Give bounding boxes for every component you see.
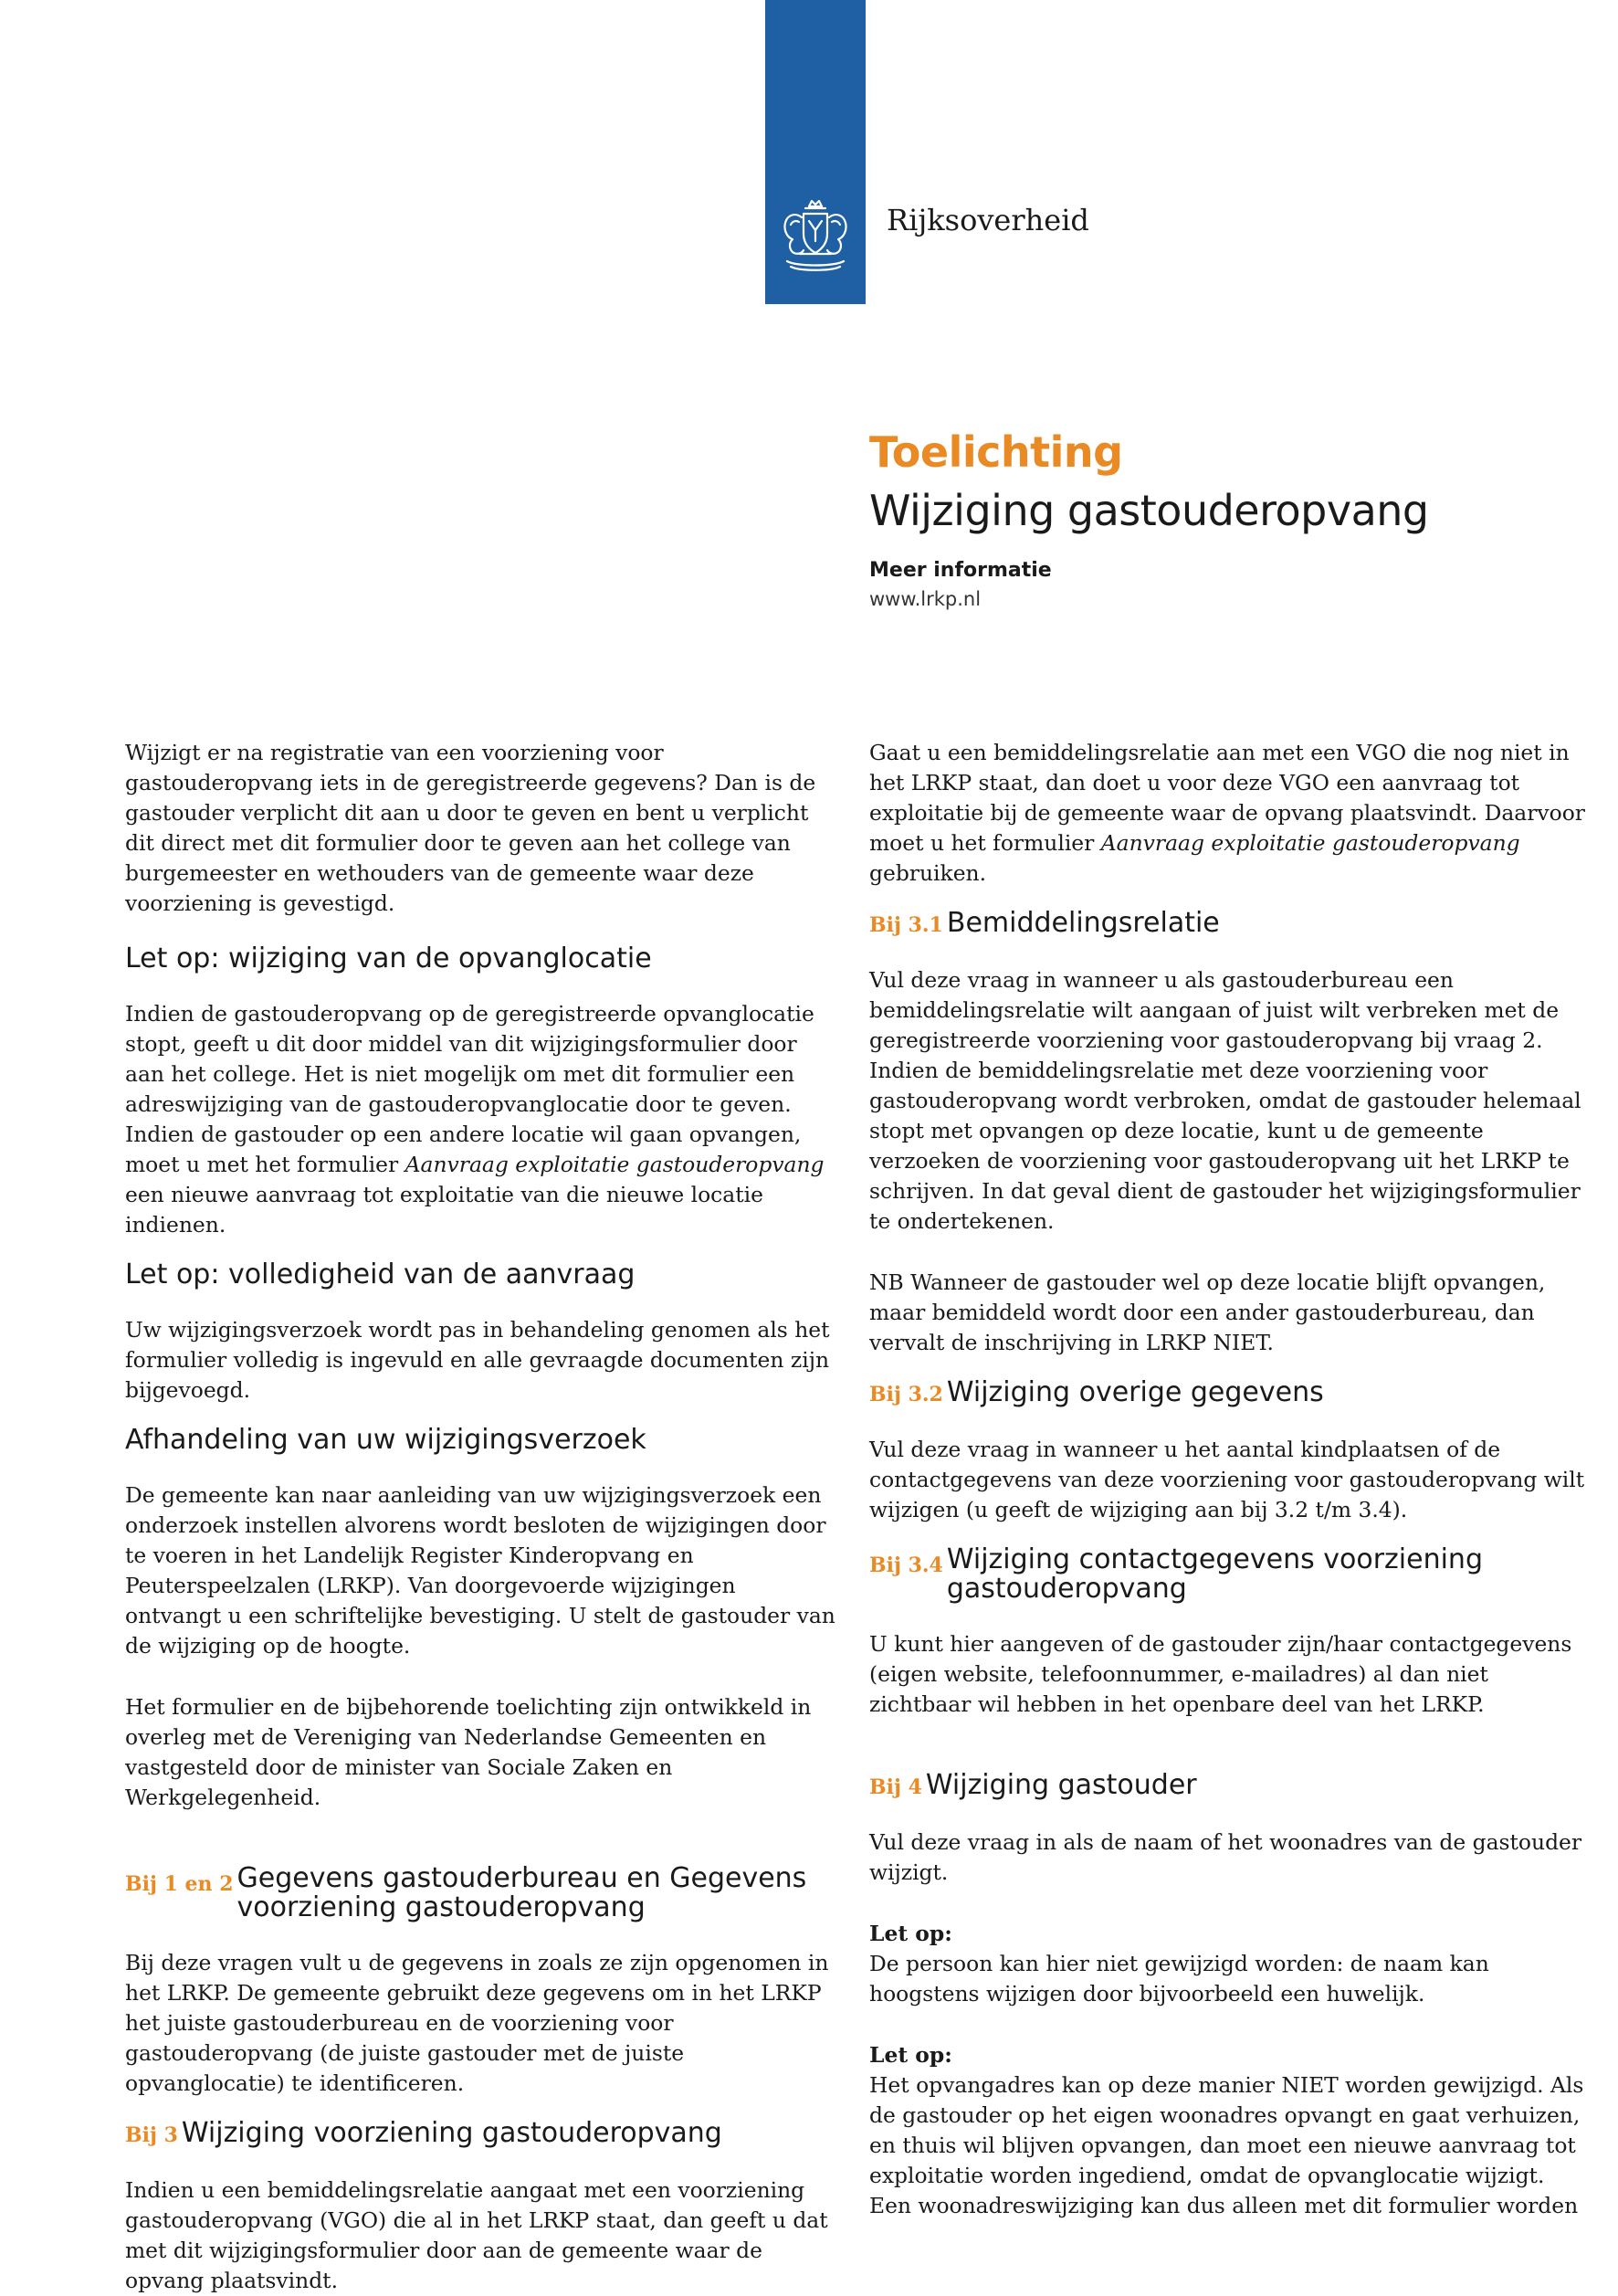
- bij-3-1-label: Bij 3.1: [869, 913, 943, 937]
- paragraph-bij-1-2: Bij deze vragen vult u de gegevens in zoals ze zijn opgenomen in het LRKP. De gemeente gebruikt deze gegevens om in het LRKP het juiste gastouderbureau en de voorziening voor gastouderopvang (de juiste gastouder met de juiste opvanglocatie) te identificeren.: [125, 1950, 829, 2096]
- paragraph-opvanglocatie-part1: Indien de gastouderopvang op de geregistreerde opvanglocatie stopt, geeft u dit door middel van dit wijzigingsformulier door aan het college. Het is niet mogelijk om met dit formulier een adreswijziging van de gastouderopvanglocatie door te geven. Indien de gastouder op een andere locatie wil gaan opvangen, moet u met het formulier: [125, 1001, 814, 1177]
- paragraph-vgo: [869, 738, 1591, 889]
- info-url[interactable]: www.lrkp.nl: [869, 588, 982, 610]
- form-name-emphasis: Aanvraag exploitatie gastouderopvang: [404, 1152, 825, 1177]
- heading-volledigheid: Let op: volledigheid van de aanvraag: [125, 1259, 636, 1290]
- info-label: Meer informatie: [869, 559, 1052, 582]
- letop-2-text: Het opvangadres kan op deze manier NIET worden gewijzigd. Als de gastouder op het eigen woonadres opvangt en gaat verhuizen, en thuis wil blijven opvangen, dan moet een nieuwe aanvraag tot exploitatie worden ingediend, omdat de opvanglocatie wijzigt. Een woonadreswijziging kan dus alleen met dit formulier worden: [869, 2072, 1584, 2218]
- heading-bij-3-1: [869, 909, 1591, 940]
- bij-3-4-label: Bij 3.4: [869, 1553, 943, 1577]
- heading-afhandeling: Afhandeling van uw wijzigingsverzoek: [125, 1424, 646, 1456]
- right-column: [869, 738, 1591, 2221]
- heading-bij-3: [125, 2119, 837, 2150]
- paragraph-bij-3: Indien u een bemiddelingsrelatie aangaat met een voorziening gastouderopvang (VGO) die al in het LRKP staat, dan geeft u dat met dit wijzigingsformulier door aan de gemeente waar de opvang plaatsvindt.: [125, 2177, 828, 2293]
- paragraph-afhandeling: De gemeente kan naar aanleiding van uw wijzigingsverzoek een onderzoek instellen alvorens wordt besloten de wijzigingen door te voeren in het Landelijk Register Kinderopvang en Peuterspeelzalen (LRKP). Van doorgevoerde wijzigingen ontvangt u een schriftelijke bevestiging. U stelt de gastouder van de wijziging op de hoogte.: [125, 1482, 835, 1659]
- heading-bij-3-4: [869, 1545, 1591, 1604]
- paragraph-opvanglocatie-part2: een nieuwe aanvraag tot exploitatie van die nieuwe locatie indienen.: [125, 1182, 763, 1238]
- paragraph-bij-3-4: U kunt hier aangeven of de gastouder zijn/haar contactgegevens (eigen website, telefoonnummer, e-mailadres) al dan niet zichtbaar wil hebben in het openbare deel van het LRKP.: [869, 1631, 1572, 1717]
- bij-3-title: Wijziging voorziening gastouderopvang: [181, 2117, 722, 2149]
- intro-paragraph: Wijzigt er na registratie van een voorziening voor gastouderopvang iets in de geregistreerde gegevens? Dan is de gastouder verplicht dit aan u door te geven en bent u verplicht dit direct met dit formulier door te geven aan het college van burgemeester en wethouders van de gemeente waar deze voorziening is gevestigd.: [125, 740, 816, 916]
- paragraph-bij-3-1: Vul deze vraag in wanneer u als gastouderbureau een bemiddelingsrelatie wilt aangaan of juist wilt verbreken met de geregistreerde voorziening voor gastouderopvang bij vraag 2. Indien de bemiddelingsrelatie met deze voorziening voor gastouderopvang wordt verbroken, omdat de gastouder helemaal stopt met opvangen op deze locatie, kunt u de gemeente verzoeken de voorziening voor gastouderopvang uit het LRKP te schrijven. In dat geval dient de gastouder het wijzigingsformulier te ondertekenen.: [869, 967, 1581, 1234]
- bij-4-title: Wijziging gastouder: [925, 1769, 1197, 1801]
- bij-1-2-title: Gegevens gastouderbureau en Gegevens voorziening gastouderopvang: [236, 1862, 807, 1923]
- bij-3-4-title: Wijziging contactgegevens voorziening gastouderopvang: [946, 1543, 1483, 1605]
- paragraph-nb: NB Wanneer de gastouder wel op deze locatie blijft opvangen, maar bemiddeld wordt door een ander gastouderbureau, dan vervalt de inschrijving in LRKP NIET.: [869, 1269, 1546, 1355]
- paragraph-vgo-part1: Gaat u een bemiddelingsrelatie aan met een VGO die nog niet in het LRKP staat, dan doet u voor deze VGO een aanvraag tot exploitatie bij de gemeente waar de opvang plaatsvindt. Daarvoor moet u het formulier: [869, 740, 1585, 856]
- heading-bij-4: [869, 1771, 1591, 1802]
- heading-bij-3-2: [869, 1378, 1591, 1409]
- paragraph-volledigheid: Uw wijzigingsverzoek wordt pas in behandeling genomen als het formulier volledig is ingevuld en alle gevraagde documenten zijn bijgevoegd.: [125, 1317, 830, 1403]
- bij-3-2-label: Bij 3.2: [869, 1383, 943, 1406]
- form-name-emphasis-2: Aanvraag exploitatie gastouderopvang: [1100, 830, 1520, 856]
- paragraph-vgo-part2: gebruiken.: [869, 860, 987, 886]
- paragraph-opvanglocatie: [125, 999, 837, 1240]
- letop-2-label: Let op:: [869, 2042, 952, 2068]
- letop-1-text: De persoon kan hier niet gewijzigd worden: de naam kan hoogstens wijzigen door bijvoorbeeld een huwelijk.: [869, 1951, 1489, 2006]
- bij-4-label: Bij 4: [869, 1775, 922, 1799]
- bij-3-label: Bij 3: [125, 2123, 178, 2147]
- page-title: Toelichting: [869, 427, 1123, 477]
- logo-bar: [765, 0, 866, 304]
- brand-name: Rijksoverheid: [887, 203, 1089, 237]
- bij-3-2-title: Wijziging overige gegevens: [946, 1376, 1324, 1408]
- heading-bij-1-2: [125, 1864, 837, 1922]
- letop-1-label: Let op:: [869, 1921, 952, 1946]
- left-column: [125, 738, 837, 2296]
- paragraph-formulier: Het formulier en de bijbehorende toelichting zijn ontwikkeld in overleg met de Vereniging van Nederlandse Gemeenten en vastgesteld door de minister van Sociale Zaken en Werkgelegenheid.: [125, 1694, 812, 1810]
- page-subtitle: Wijziging gastouderopvang: [869, 486, 1429, 535]
- paragraph-bij-4: Vul deze vraag in als de naam of het woonadres van de gastouder wijzigt.: [869, 1829, 1582, 1885]
- bij-1-2-label: Bij 1 en 2: [125, 1872, 234, 1896]
- paragraph-bij-3-2: Vul deze vraag in wanneer u het aantal kindplaatsen of de contactgegevens van deze voorziening voor gastouderopvang wilt wijzigen (u geeft de wijziging aan bij 3.2 t/m 3.4).: [869, 1437, 1585, 1522]
- heading-opvanglocatie: Let op: wijziging van de opvanglocatie: [125, 943, 652, 974]
- coat-of-arms-icon: [772, 194, 858, 276]
- bij-3-1-title: Bemiddelingsrelatie: [946, 907, 1220, 939]
